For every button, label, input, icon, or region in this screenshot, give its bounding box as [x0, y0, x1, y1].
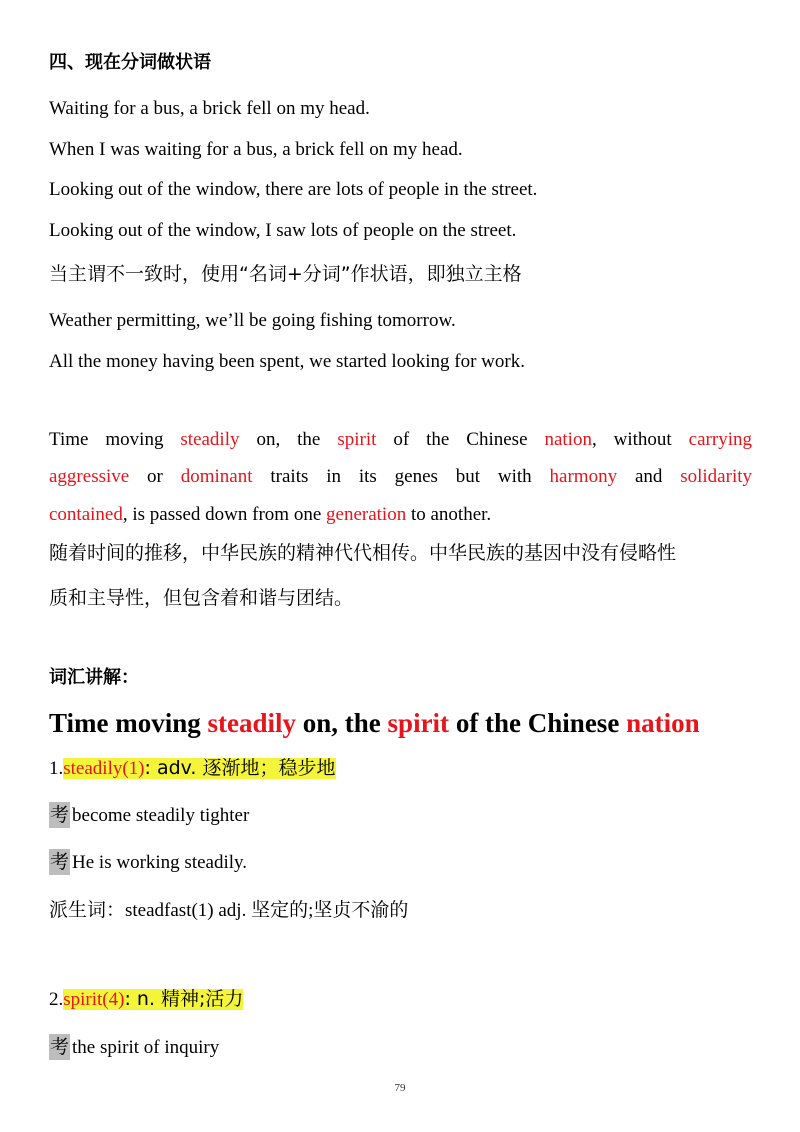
entry-steadily-example-1	[49, 802, 752, 829]
example-text: the spirit of inquiry	[72, 1037, 220, 1058]
entry-steadily	[49, 755, 752, 782]
entry-steadily-derivative: 派生词：steadfast(1) adj. 坚定的;坚贞不渝的	[49, 900, 409, 921]
keyword-dominant: dominant	[180, 466, 253, 487]
passage-line-3	[49, 502, 752, 528]
passage-text: traits in its genes but with	[252, 466, 550, 487]
passage-text: of the Chinese	[376, 429, 545, 450]
keyword-generation: generation	[326, 504, 407, 525]
keyword-harmony: harmony	[549, 466, 618, 487]
example-text: He is working steadily.	[72, 852, 248, 873]
example-1: Waiting for a bus, a brick fell on my head.	[49, 98, 370, 119]
entry-definition: : adv. 逐渐地；稳步地	[144, 757, 336, 779]
keyword-solidarity: solidarity	[680, 466, 753, 487]
passage-line-1	[49, 427, 752, 453]
passage-text: and	[617, 466, 681, 487]
kao-label: 考	[50, 851, 70, 873]
example-2: When I was waiting for a bus, a brick fell on my head.	[49, 139, 463, 160]
rule-note: 当主谓不一致时，使用“名词+分词”作状语，即独立主格	[49, 263, 522, 285]
example-text: become steadily tighter	[72, 805, 250, 826]
passage-text: or	[129, 466, 181, 487]
page-number: 79	[394, 1082, 406, 1094]
title-keyword-steadily: steadily	[207, 708, 297, 738]
keyword-contained: contained	[49, 504, 123, 525]
entry-word: spirit(4)	[63, 989, 125, 1010]
example-4: Looking out of the window, I saw lots of people on the street.	[49, 220, 517, 241]
entry-steadily-example-2	[49, 849, 752, 876]
absolute-example-2: All the money having been spent, we started looking for work.	[49, 351, 525, 372]
passage-text: , without	[591, 429, 689, 450]
keyword-spirit: spirit	[337, 429, 377, 450]
entry-word: steadily(1)	[63, 758, 145, 779]
entry-spirit	[49, 986, 752, 1013]
title-text: on, the	[296, 708, 388, 738]
title-text: Time moving	[49, 708, 208, 738]
keyword-aggressive: aggressive	[49, 466, 130, 487]
kao-label: 考	[50, 1036, 70, 1058]
title-keyword-spirit: spirit	[387, 708, 450, 738]
absolute-example-1: Weather permitting, we’ll be going fishing tomorrow.	[49, 310, 456, 331]
entry-definition: : n. 精神;活力	[124, 988, 244, 1010]
title-keyword-nation: nation	[626, 708, 700, 738]
section-heading: 四、现在分词做状语	[49, 52, 211, 73]
keyword-steadily: steadily	[180, 429, 240, 450]
entry-number: 2.	[49, 989, 64, 1010]
passage-text: on, the	[239, 429, 338, 450]
title-text: of the Chinese	[449, 708, 627, 738]
translation-line-2: 质和主导性，但包含着和谐与团结。	[49, 587, 354, 609]
translation-line-1: 随着时间的推移，中华民族的精神代代相传。中华民族的基因中没有侵略性	[49, 542, 677, 564]
kao-label: 考	[50, 804, 70, 826]
vocab-heading: 词汇讲解：	[49, 667, 139, 688]
passage-text: , is passed down from one	[122, 504, 327, 525]
entry-spirit-example-1	[49, 1034, 752, 1061]
vocab-title	[49, 706, 752, 740]
keyword-carrying: carrying	[688, 429, 752, 450]
passage-text: to another.	[406, 504, 492, 525]
entry-number: 1.	[49, 758, 64, 779]
example-3: Looking out of the window, there are lots of people in the street.	[49, 179, 538, 200]
passage-text: Time moving	[49, 429, 181, 450]
passage-line-2	[49, 464, 752, 490]
keyword-nation: nation	[544, 429, 592, 450]
